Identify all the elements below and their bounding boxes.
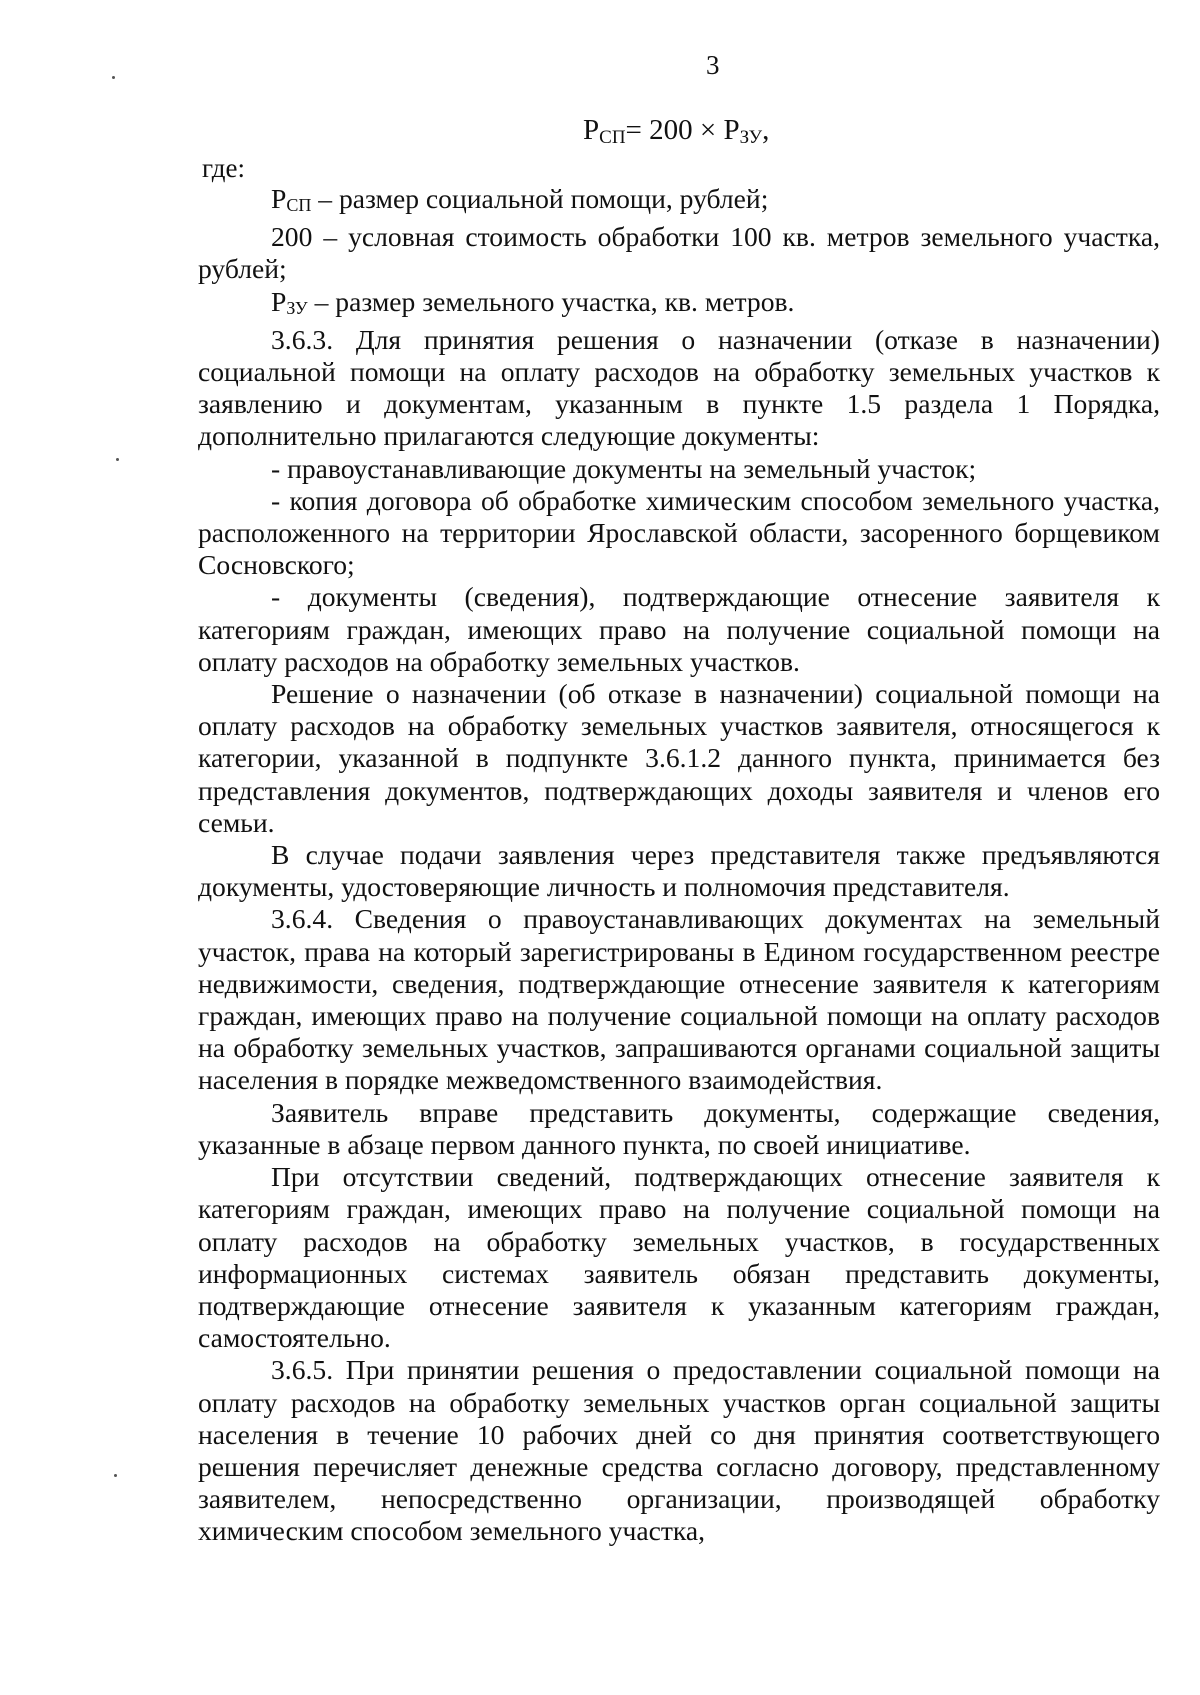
paragraph: 3.6.5. При принятии решения о предоставлении социальной помощи на оплату расходов на обработку земельных участков орган социальной защиты населения в течение 10 рабочих дней со дня принятия соответствующего решения перечисляет денежные средства согласно договору, представленному заявителем, непосредственно организации, производящей обработку химическим способом земельного участка, bbox=[198, 1354, 1160, 1547]
paragraph: 3.6.3. Для принятия решения о назначении (отказе в назначении) социальной помощи на оплату расходов на обработку земельных участков к заявлению и документам, указанным в пункте 1.5 раздела 1 Порядка, дополнительно прилагаются следующие документы: bbox=[198, 323, 1160, 452]
definition-rzu bbox=[198, 286, 1160, 324]
definition-rzu-symbol: Р bbox=[271, 285, 287, 317]
scan-speck bbox=[114, 1474, 117, 1477]
paragraph: При отсутствии сведений, подтверждающих отнесение заявителя к категориям граждан, имеющих право на получение социальной помощи на оплату расходов на обработку земельных участков, в государственных информационных системах заявитель обязан представить документы, подтверждающие отнесение заявителя к указанным категориям граждан, самостоятельно. bbox=[198, 1161, 1160, 1354]
formula-rhs-sub: ЗУ bbox=[739, 127, 763, 148]
paragraph: - копия договора об обработке химическим способом земельного участка, расположенного на территории Ярославской области, засоренного борщевиком Сосновского; bbox=[198, 484, 1160, 581]
definition-rzu-sub: ЗУ bbox=[286, 297, 308, 318]
formula-tail: , bbox=[762, 114, 770, 146]
where-label: где: bbox=[202, 153, 245, 183]
formula-rhs: = 200 × Р bbox=[625, 114, 740, 146]
scan-speck bbox=[116, 458, 119, 461]
definition-cost: 200 – условная стоимость обработки 100 кв. метров земельного участка, рублей; bbox=[198, 221, 1160, 285]
page-number: 3 bbox=[706, 50, 720, 80]
definition-rsp-symbol: Р bbox=[271, 183, 287, 214]
formula bbox=[583, 114, 769, 149]
paragraph: Решение о назначении (об отказе в назначении) социальной помощи на оплату расходов на обработку земельных участков заявителя, относящегося к категории, указанной в подпункте 3.6.1.2 данного пункта, принимается без представления документов, подтверждающих доходы заявителя и членов его семьи. bbox=[198, 678, 1160, 838]
formula-lhs-sub: СП bbox=[599, 127, 626, 148]
definition-rsp bbox=[198, 183, 1160, 221]
definition-rzu-text: – размер земельного участка, кв. метров. bbox=[307, 285, 795, 317]
formula-lhs: Р bbox=[583, 114, 600, 146]
paragraph: Заявитель вправе представить документы, содержащие сведения, указанные в абзаце первом данного пункта, по своей инициативе. bbox=[198, 1096, 1160, 1160]
definition-rsp-text: – размер социальной помощи, рублей; bbox=[311, 183, 769, 214]
paragraph: - документы (сведения), подтверждающие отнесение заявителя к категориям граждан, имеющих право на получение социальной помощи на оплату расходов на обработку земельных участков. bbox=[198, 581, 1160, 677]
document-body bbox=[198, 183, 1160, 1548]
definition-rsp-sub: СП bbox=[286, 195, 312, 215]
paragraph: В случае подачи заявления через представителя также предъявляются документы, удостоверяющие личность и полномочия представителя. bbox=[198, 839, 1160, 903]
paragraph: - правоустанавливающие документы на земельный участок; bbox=[271, 452, 977, 484]
scan-speck bbox=[112, 76, 115, 79]
paragraph: 3.6.4. Сведения о правоустанавливающих документах на земельный участок, права на который зарегистрированы в Едином государственном реестре недвижимости, сведения, подтверждающие отнесение заявителя к категориям граждан, имеющих право на получение социальной помощи на оплату расходов на обработку земельных участков, запрашиваются органами социальной защиты населения в порядке межведомственного взаимодействия. bbox=[198, 903, 1160, 1096]
